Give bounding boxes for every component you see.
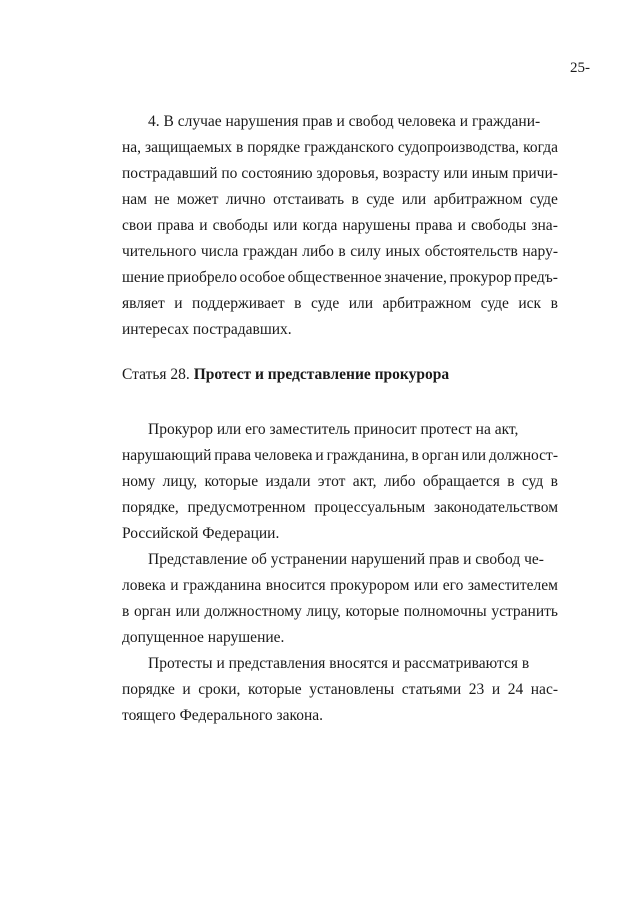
protest-paragraph-line: порядке, предусмотренном процессуальным законодательством — [122, 499, 558, 516]
paragraph-4-line: 4. В случае нарушения прав и свобод человека и граждани- — [148, 113, 541, 130]
deadlines-paragraph-line: Протесты и представления вносятся и рассматриваются в — [148, 655, 530, 672]
paragraph-4-line: пострадавший по состоянию здоровья, возрасту или иным причи- — [122, 165, 558, 182]
article-28-prefix: Статья 28. — [122, 366, 190, 383]
representation-paragraph-line: в орган или должностному лицу, которые полномочны устранить — [122, 603, 558, 620]
paragraph-4-line: на, защищаемых в порядке гражданского судопроизводства, когда — [122, 139, 558, 156]
protest-paragraph-line: Российской Федерации. — [122, 525, 280, 542]
representation-paragraph-line: допущенное нарушение. — [122, 629, 285, 646]
paragraph-4-line: свои права и свободы или когда нарушены права и свободы зна- — [122, 217, 558, 234]
article-28-title: Протест и представление прокурора — [193, 366, 450, 383]
paragraph-4-line: интересах пострадавших. — [122, 321, 292, 338]
paragraph-4-line: нам не может лично отстаивать в суде или арбитражном суде — [122, 191, 558, 208]
deadlines-paragraph-line: порядке и сроки, которые установлены статьями 23 и 24 нас- — [122, 681, 558, 698]
deadlines-paragraph-line: тоящего Федерального закона. — [122, 707, 324, 724]
page-number: 25- — [570, 60, 590, 76]
representation-paragraph-line: Представление об устранении нарушений прав и свобод че- — [148, 551, 544, 568]
paragraph-4-line: являет и поддерживает в суде или арбитражном суде иск в — [122, 295, 558, 312]
paragraph-4-line: шение приобрело особое общественное значение, прокурор предъ- — [122, 269, 558, 286]
article-28-heading — [122, 366, 449, 384]
representation-paragraph-line: ловека и гражданина вносится прокурором или его заместителем — [122, 577, 558, 594]
protest-paragraph-line: Прокурор или его заместитель приносит протест на акт, — [148, 421, 519, 438]
paragraph-4-line: чительного числа граждан либо в силу иных обстоятельств нару- — [122, 243, 558, 260]
protest-paragraph-line: нарушающий права человека и гражданина, в орган или должност- — [122, 447, 558, 464]
protest-paragraph-line: ному лицу, которые издали этот акт, либо обращается в суд в — [122, 473, 558, 490]
